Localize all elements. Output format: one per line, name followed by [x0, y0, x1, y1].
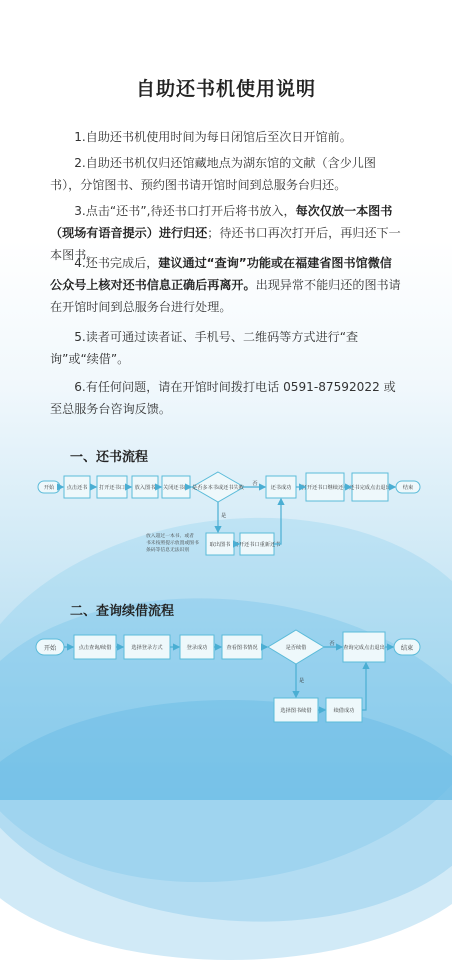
- paragraph-1: 1.自助还书机使用时间为每日闭馆后至次日开馆前。: [74, 130, 352, 144]
- flow1-step-continue-label: 打开还书口继续还书: [301, 485, 349, 491]
- flow1-note-line1: 放入超过一本书、或者: [146, 534, 194, 539]
- paragraph-4-bold: 建议通过“查询”功能或在福建省图书馆微信公众号上核对还书信息正确后再离开。: [50, 256, 392, 292]
- flow1-step-complete-label: 还书完成点击退出: [349, 485, 391, 491]
- flow2-step-done-label: 查询完成点击退出: [343, 645, 385, 651]
- flow2-step-click-query-label: 点击查询/续借: [78, 645, 112, 651]
- flow2-step-renew-success-label: 续借成功: [333, 708, 355, 714]
- flow1-step-open-slot-label: 打开还书口: [99, 485, 125, 491]
- flow2-step-view-books-label: 查看图书情况: [226, 645, 258, 651]
- flow1-step-retry-label: 打开还书口重新还书: [233, 542, 281, 548]
- flow1-decision-label: 是否多本书或还书失败: [192, 485, 244, 491]
- paragraph-3-text-c: ；待还书口再次打开后，再归还下一本图书。: [50, 226, 401, 262]
- flow1-step-click-return-label: 点击还书: [66, 485, 88, 491]
- paragraph-3-text-a: 3.点击“还书”,待还书口打开后将书放入，: [74, 204, 296, 218]
- paragraph-5: 5.读者可通过读者证、手机号、二维码等方式进行“查询”或“续借”。: [50, 330, 359, 366]
- flow2-start-label: 开始: [43, 645, 57, 652]
- query-flowchart: [36, 630, 420, 722]
- flow1-note-line3: 条码等信息无法识别: [146, 548, 190, 553]
- paragraph-6: 6.有任何问题，请在开馆时间拨打电话 0591-87592022 或至总服务台咨询反馈。: [50, 380, 396, 416]
- paragraph-4-text-c: 出现异常不能归还的图书请在开馆时间到总服务台进行处理。: [50, 278, 401, 314]
- flow1-start-label: 开始: [43, 485, 55, 491]
- flow1-note-line2: 书未按照提示放置或图书: [146, 541, 199, 546]
- flow2-end-label: 结束: [400, 645, 414, 652]
- flow2-step-pick-renew-label: 选择图书续借: [280, 708, 312, 714]
- flow1-step-takeout-label: 取出图书: [209, 542, 231, 548]
- flow1-step-close-slot-label: 关闭还书口: [163, 485, 189, 491]
- paragraph-3-bold: 每次仅放一本图书（现场有语音提示）进行归还: [50, 204, 393, 240]
- section-heading-query: 二、查询续借流程: [70, 604, 175, 619]
- flow1-step-success-label: 还书成功: [270, 485, 292, 491]
- flow2-step-login-method-label: 选择登录方式: [131, 645, 163, 651]
- flow2-step-login-success-label: 登录成功: [186, 645, 208, 651]
- flow1-step-insert-book-label: 放入图书: [134, 485, 156, 491]
- flow1-end-label: 结束: [402, 485, 414, 491]
- paragraph-4-text-a: 4.还书完成后，: [74, 256, 159, 270]
- flow2-decision-label: 是否续借: [285, 645, 307, 651]
- return-flowchart: [38, 472, 420, 555]
- flow2-yes-branch-label: 是: [299, 678, 305, 684]
- section-heading-return: 一、还书流程: [70, 450, 149, 465]
- flow1-no-branch-label: 否: [252, 481, 258, 487]
- flow2-no-branch-label: 否: [329, 641, 335, 647]
- page-title: 自助还书机使用说明: [135, 78, 316, 100]
- flow1-yes-branch-label: 是: [221, 513, 227, 519]
- paragraph-2: 2.自助还书机仅归还馆藏地点为湖东馆的文献（含少儿图书），分馆图书、预约图书请开馆时间到总服务台归还。: [50, 156, 376, 192]
